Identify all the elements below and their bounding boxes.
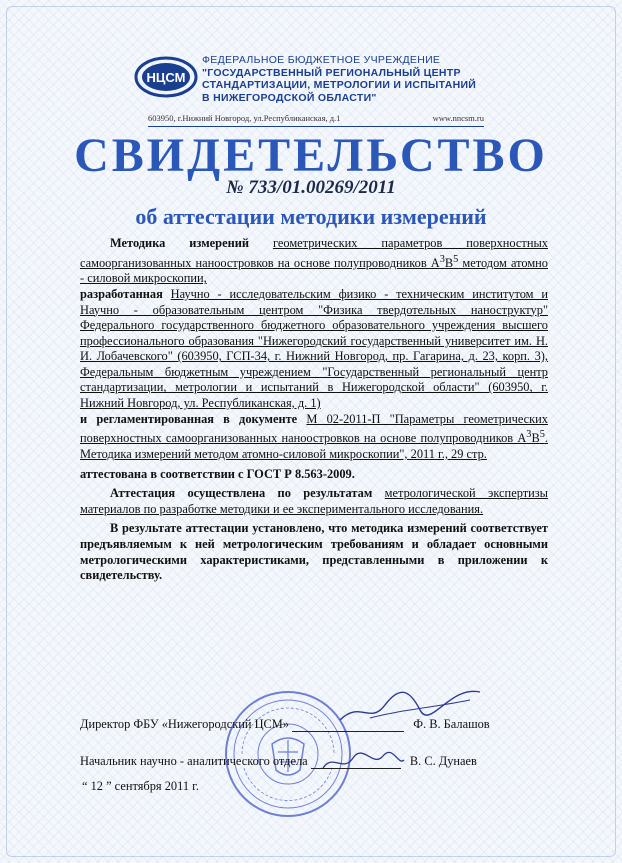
issue-date: “ 12 ” сентября 2011 г.: [82, 779, 199, 793]
address-line: [148, 113, 484, 123]
organization-name: [202, 54, 502, 104]
method-paragraph: [80, 236, 548, 287]
org-line-3: СТАНДАРТИЗАЦИИ, МЕТРОЛОГИИ И ИСПЫТАНИЙ: [202, 79, 477, 92]
org-line-2: "ГОСУДАРСТВЕННЫЙ РЕГИОНАЛЬНЫЙ ЦЕНТР: [202, 66, 461, 79]
certificate-number: № 733/01.00269/2011: [226, 177, 396, 198]
developed-paragraph: [80, 287, 548, 412]
org-line-1: ФЕДЕРАЛЬНОЕ БЮДЖЕТНОЕ УЧРЕЖДЕНИЕ: [202, 54, 441, 66]
director-name: Ф. В. Балашов: [413, 717, 490, 731]
attestation-label: Аттестация осуществлена по результатам: [110, 486, 373, 501]
developed-text: Научно - исследовательским физико - техническим институтом и Научно - образовательным центром "Физика твердотельных наноструктур" Федерального государственного бюджетного образовательного учреждения высшего профессионального образования "Нижегородский государственный университет им. Н. И. Лобачевского" (603950, ГСП-34, г. Нижний Новгород, пр. Гагарина, д. 23, корп. 3), Федеральным бюджетным учреждением "Государственный региональный центр стандартизации, метрологии и испытаний в Нижегородской области" (603950, г. Нижний Новгород, ул. Республиканская, д. 1): [80, 286, 548, 411]
method-text: геометрических параметров поверхностных самоорганизованных наноостровков на основе полупроводников $A^3B^5$ методом атомно - силовой микроскопии,: [80, 236, 548, 286]
certified-text: аттестована в соответствии с ГОСТ Р 8.563-2009.: [80, 466, 355, 481]
director-signature-line: [292, 731, 404, 732]
head-signature-row: [80, 754, 477, 769]
regulated-label: и регламентированная в документе: [80, 411, 298, 426]
header-divider: [148, 126, 484, 127]
attestation-paragraph: [80, 486, 548, 517]
certificate-body: [80, 236, 548, 584]
result-paragraph: В результате аттестации установлено, что методика измерений соответствует предъявляемым к ней метрологическим требованиям и обладает основными метрологическими характеристиками, представленными в приложении к свидетельству.: [80, 521, 548, 583]
regulated-paragraph: [80, 412, 548, 463]
director-title: Директор ФБУ «Нижегородский ЦСМ»: [80, 717, 289, 731]
developed-label: разработанная: [80, 286, 163, 301]
website: www.nncsm.ru: [432, 113, 484, 123]
regulated-text: М 02-2011-П "Параметры геометрических поверхностных самоорганизованных наноостровков на основе полупроводников $A^3B^5$. Методика измерений методом атомно-силовой микроскопии", 2011 г., 29 стр.: [80, 411, 548, 461]
director-signature-icon: [330, 680, 490, 730]
nncsm-logo-icon: [134, 56, 198, 98]
certificate-subtitle: об аттестации методики измерений: [135, 204, 487, 229]
logo-text: НЦСМ: [146, 70, 186, 85]
attestation-text: метрологической экспертизы материалов по разработке методики и ее экспериментального исследования.: [80, 486, 548, 516]
head-name: В. С. Дунаев: [409, 754, 477, 768]
org-line-4: В НИЖЕГОРОДСКОЙ ОБЛАСТИ": [202, 91, 377, 104]
address: 603950, г.Нижний Новгород, ул.Республиканская, д.1: [148, 113, 341, 123]
head-title: Начальник научно - аналитического отдела: [80, 754, 308, 768]
certificate-title: СВИДЕТЕЛЬСТВО: [74, 129, 548, 182]
method-label: Методика измерений: [110, 236, 249, 250]
head-signature-icon: [318, 748, 408, 776]
